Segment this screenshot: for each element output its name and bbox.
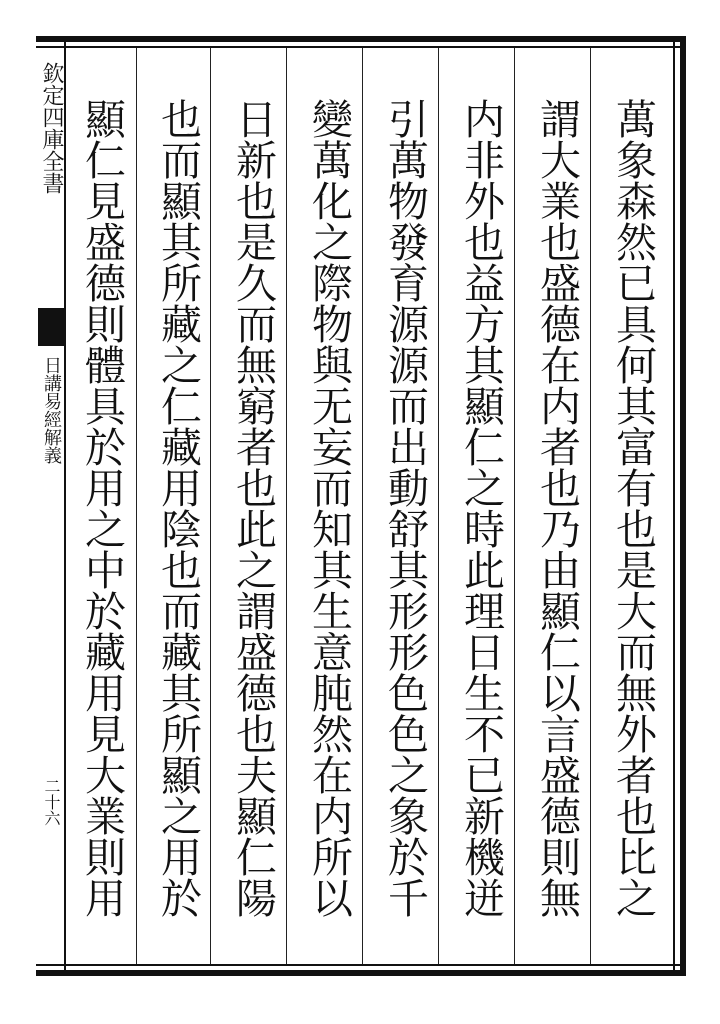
fishtail-mark <box>38 308 64 346</box>
right-inner-border-line <box>673 36 675 976</box>
top-inner-border-line <box>36 46 686 48</box>
text-column-6: 日新也是久而無窮者也此之謂盛德也夫顯仁陽 <box>229 98 277 918</box>
column-rule <box>136 48 137 964</box>
text-column-4: 引萬物發育源源而出動舒其形形色色之象於千 <box>381 98 429 918</box>
gutter-divider-line <box>64 36 66 976</box>
top-border-line <box>36 36 686 42</box>
volume-title: 日講易經解義 <box>41 356 62 464</box>
column-rule <box>514 48 515 964</box>
column-rule <box>590 48 591 964</box>
bottom-border-line <box>36 970 686 976</box>
bottom-inner-border-line <box>36 964 686 966</box>
column-rule <box>210 48 211 964</box>
text-column-7: 也而顯其所藏之仁藏用陰也而藏其所顯之用於 <box>154 98 202 918</box>
column-rule <box>286 48 287 964</box>
text-column-1: 萬象森然已具何其富有也是大而無外者也比之 <box>609 98 657 918</box>
page-number: 二十六 <box>42 778 61 826</box>
column-rule <box>438 48 439 964</box>
right-border-line <box>680 36 686 976</box>
text-column-5: 變萬化之際物與无妄而知其生意肫然在内所以 <box>305 98 353 918</box>
book-title: 欽定四庫全書 <box>39 62 64 194</box>
text-column-2: 謂大業也盛德在内者也乃由顯仁以言盛德則無 <box>533 98 581 918</box>
column-rule <box>362 48 363 964</box>
text-column-8: 顯仁見盛德則體具於用之中於藏用見大業則用 <box>78 98 126 918</box>
text-column-3: 内非外也益方其顯仁之時此理日生不已新機迸 <box>457 98 505 918</box>
